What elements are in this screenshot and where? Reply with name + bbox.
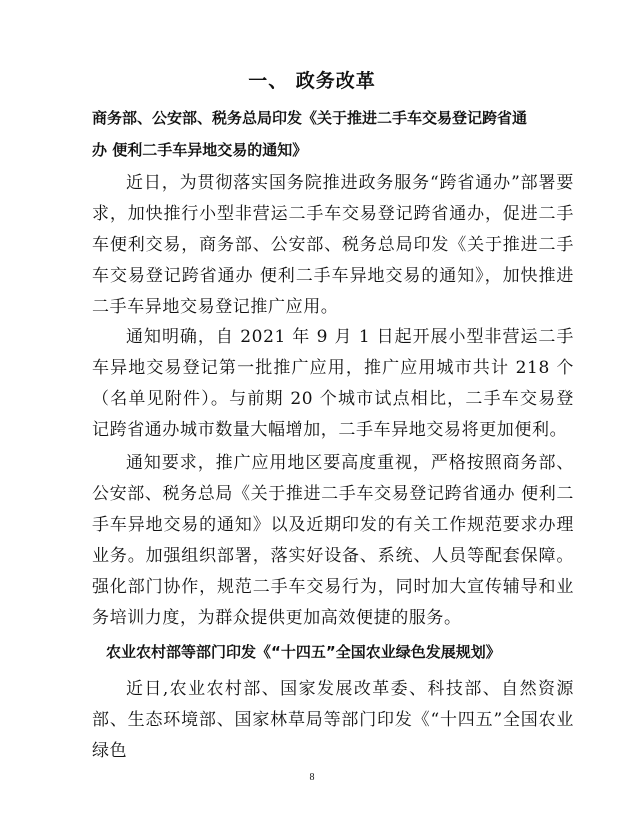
article-title-line-1: 商务部、公安部、税务总局印发《关于推进二手车交易登记跨省通 (92, 109, 528, 127)
article-paragraph: 近日,农业农村部、国家发展改革委、科技部、自然资源部、生态环境部、国家林草局等部门印发《“十四五”全国农业绿色 (92, 679, 574, 761)
article-paragraph: 近日，为贯彻落实国务院推进政务服务“跨省通办”部署要求，加快推行小型非营运二手车交易登记跨省通办，促进二手车便利交易，商务部、公安部、税务总局印发《关于推进二手车交易登记跨省通办 便利二手车异地交易的通知》，加快推进二手车异地交易登记推广应用。 (92, 173, 574, 317)
article-title-line-2: 办 便利二手车异地交易的通知》 (92, 141, 308, 159)
page-number: 8 (309, 772, 315, 783)
section-heading: 一、 政务改革 (248, 70, 376, 92)
article-title-2: 农业农村部等部门印发《“十四五”全国农业绿色发展规划》 (106, 643, 501, 661)
article-paragraph: 通知明确，自 2021 年 9 月 1 日起开展小型非营运二手车异地交易登记第一批推广应用，推广应用城市共计 218 个（名单见附件）。与前期 20 个城市试点相比，二手车交易登记跨省通办城市数量大幅增加，二手车异地交易将更加便利。 (92, 327, 574, 440)
article-paragraph: 通知要求，推广应用地区要高度重视，严格按照商务部、公安部、税务总局《关于推进二手车交易登记跨省通办 便利二手车异地交易的通知》以及近期印发的有关工作规范要求办理业务。加强组织部署，落实好设备、系统、人员等配套保障。强化部门协作，规范二手车交易行为，同时加大宣传辅导和业务培训力度，为群众提供更加高效便捷的服务。 (92, 453, 574, 628)
